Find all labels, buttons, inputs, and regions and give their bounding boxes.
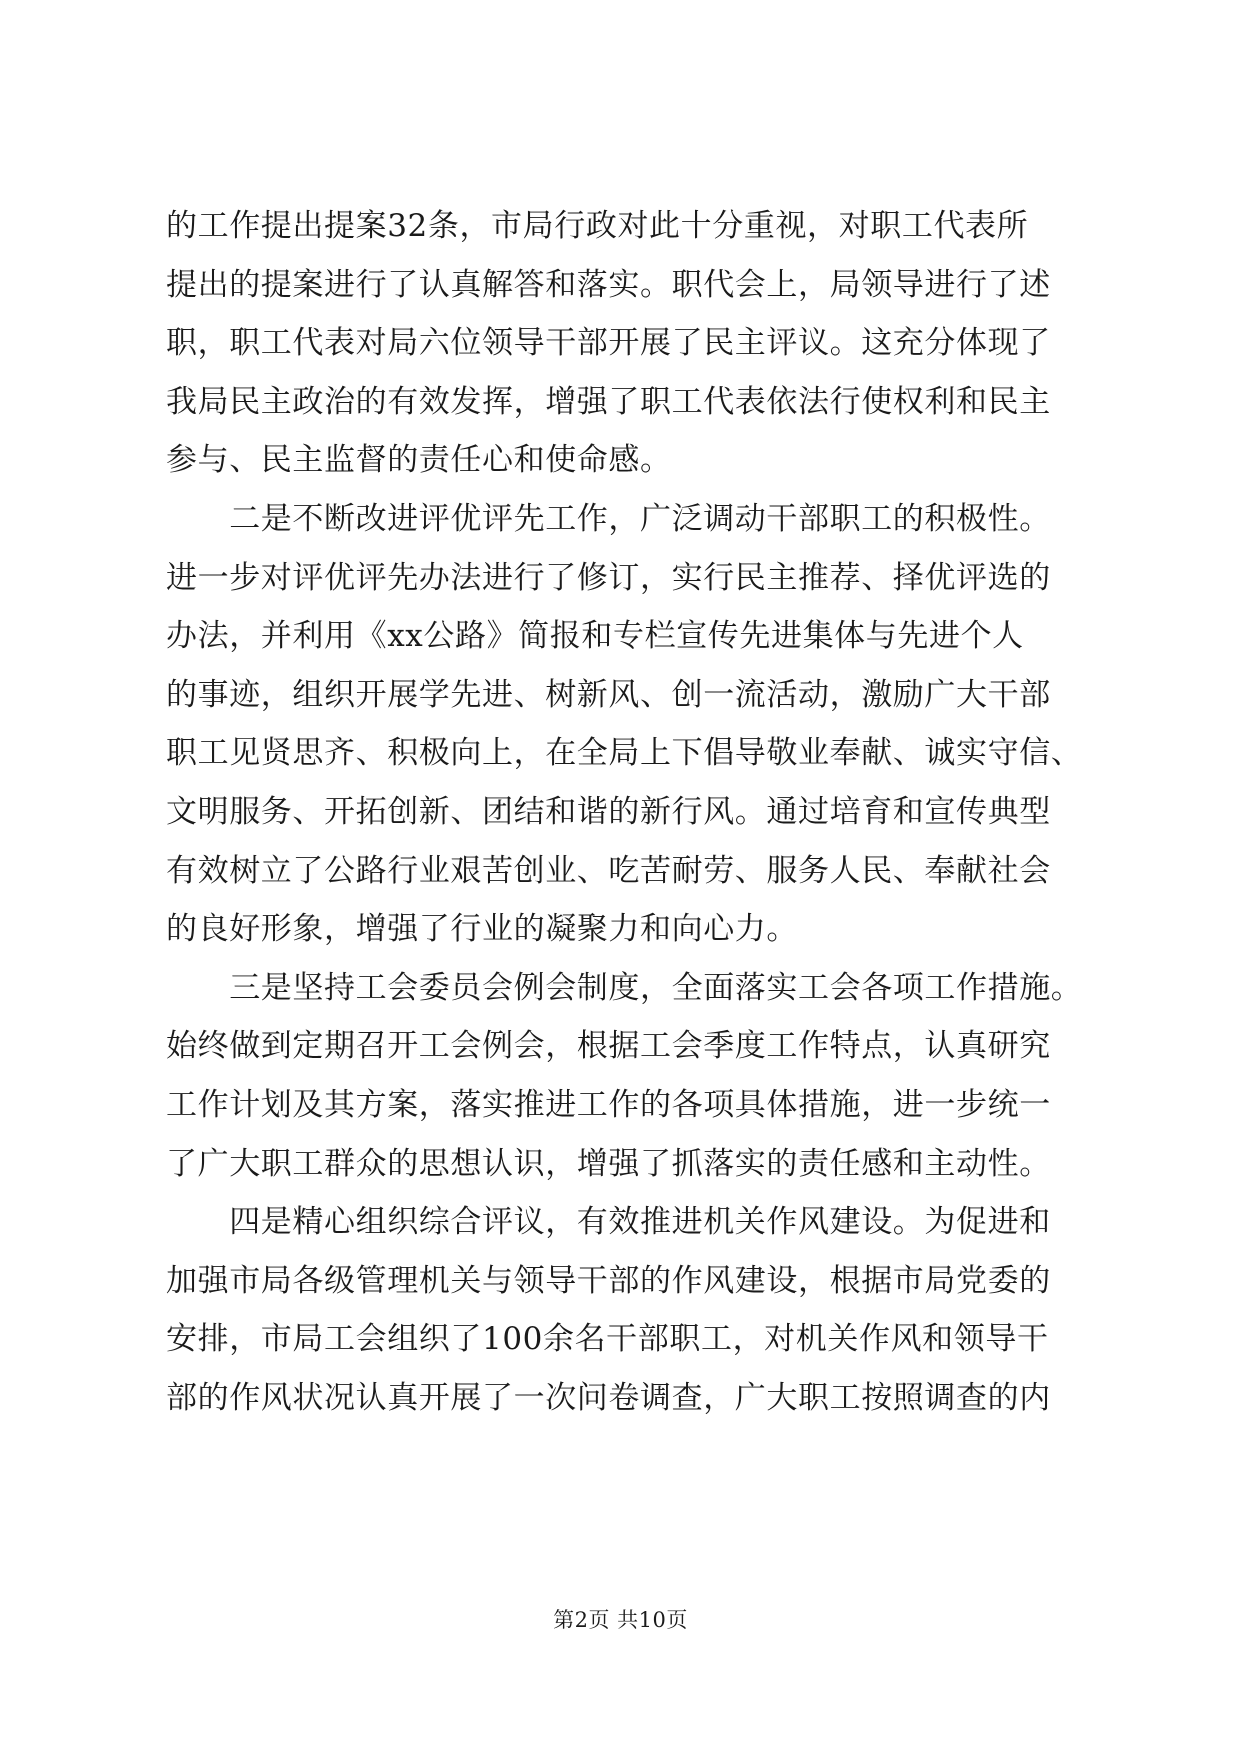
text-line: 部的作风状况认真开展了一次问卷调查，广大职工按照调查的内 [166,1379,1051,1416]
text-line: 办法，并利用《xx公路》简报和专栏宣传先进集体与先进个人 [166,618,1024,655]
text-line: 二是不断改进评优评先工作，广泛调动干部职工的积极性。 [166,500,1051,537]
text-line: 的良好形象，增强了行业的凝聚力和向心力。 [166,911,798,948]
text-line: 进一步对评优评先办法进行了修订，实行民主推荐、择优评选的 [166,559,1051,596]
text-line: 有效树立了公路行业艰苦创业、吃苦耐劳、服务人民、奉献社会 [166,852,1051,889]
page-number-footer: 第2页 共10页 [553,1608,688,1632]
text-line: 始终做到定期召开工会例会，根据工会季度工作特点，认真研究 [166,1028,1051,1065]
text-line: 参与、民主监督的责任心和使命感。 [166,442,672,479]
text-line: 文明服务、开拓创新、团结和谐的新行风。通过培育和宣传典型 [166,793,1051,830]
text-line: 的事迹，组织开展学先进、树新风、创一流活动，激励广大干部 [166,676,1051,713]
text-line: 职，职工代表对局六位领导干部开展了民主评议。这充分体现了 [166,325,1051,362]
body-text [166,197,1086,1427]
text-line: 我局民主政治的有效发挥，增强了职工代表依法行使权利和民主 [166,383,1051,420]
text-line: 的工作提出提案32条，市局行政对此十分重视，对职工代表所 [166,208,1029,244]
text-line: 安排，市局工会组织了100余名干部职工，对机关作风和领导干 [166,1321,1049,1358]
text-line: 了广大职工群众的思想认识，增强了抓落实的责任感和主动性。 [166,1145,1051,1182]
text-line: 工作计划及其方案，落实推进工作的各项具体措施，进一步统一 [166,1086,1051,1123]
text-line: 提出的提案进行了认真解答和落实。职代会上，局领导进行了述 [166,266,1051,303]
text-line: 四是精心组织综合评议，有效推进机关作风建设。为促进和 [166,1204,1051,1241]
text-line: 三是坚持工会委员会例会制度，全面落实工会各项工作措施。 [166,969,1083,1006]
text-line: 加强市局各级管理机关与领导干部的作风建设，根据市局党委的 [166,1262,1051,1299]
text-line: 职工见贤思齐、积极向上，在全局上下倡导敬业奉献、诚实守信、 [166,735,1083,772]
